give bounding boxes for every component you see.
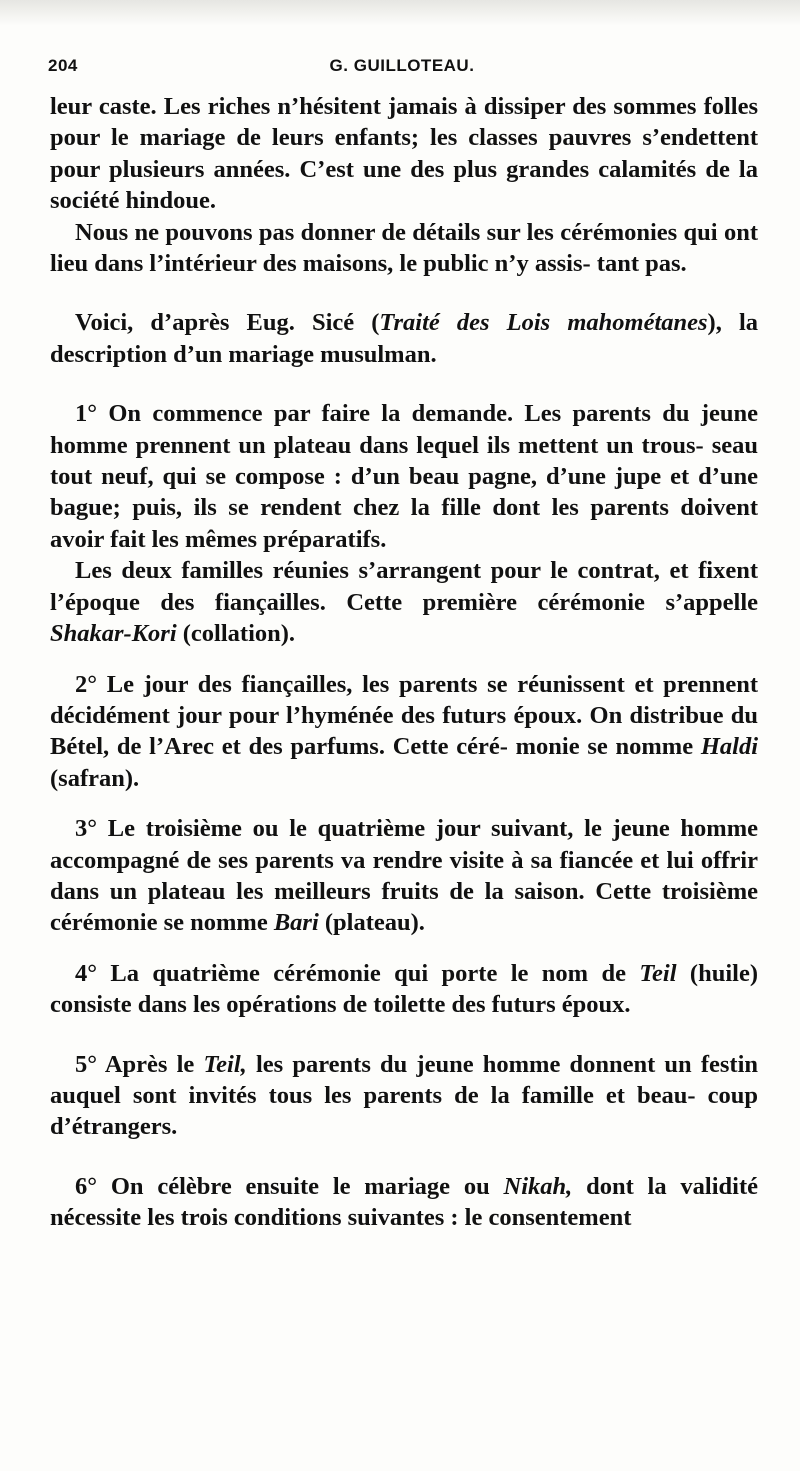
paragraph <box>50 217 758 280</box>
running-title: G. GUILLOTEAU. <box>329 56 475 75</box>
paragraph <box>50 398 758 555</box>
italic-term: Teil <box>639 959 677 987</box>
paragraph <box>50 1171 758 1234</box>
paragraph-text: (plateau). <box>318 909 425 937</box>
paragraph-text: (collation). <box>176 620 296 648</box>
paragraph <box>50 958 758 1021</box>
paragraph-text: (huile) consiste dans les opérations de toilette des futurs époux. <box>50 959 758 1019</box>
paragraph-text: 3° Le troisième ou le quatrième jour suivant, le jeune homme accompagné de ses parents va rendre visite à sa fiancée et lui offrir dans un plateau les meilleurs fruits de la saison. Cette troisième cérémonie se nomme <box>50 815 758 937</box>
page-header <box>48 56 756 82</box>
paragraph-text: Les deux familles réunies s’arrangent pour le contrat, et fixent l’époque des fiançailles. Cette première cérémonie s’appelle <box>50 557 758 616</box>
body-text <box>50 91 758 1234</box>
paragraph-text: Voici, d’après Eug. Sicé ( <box>75 309 380 337</box>
paragraph <box>50 669 758 795</box>
page-number: 204 <box>48 56 78 75</box>
paragraph-text: ), la description d’un mariage musulman. <box>50 309 759 368</box>
italic-term: Nikah, <box>503 1172 573 1200</box>
paragraph-text: Nous ne pouvons pas donner de détails sur les cérémonies qui ont lieu dans l’intérieur des maisons, le public n’y assis- tant pas. <box>50 218 758 278</box>
paragraph-text: 4° La quatrième cérémonie qui porte le nom de <box>75 959 640 987</box>
paragraph-text: leur caste. Les riches n’hésitent jamais à dissiper des sommes folles pour le mariage de leurs enfants; les classes pauvres s’endettent pour plusieurs années. C’est une des plus grandes calamités de la société hindoue. <box>50 93 758 215</box>
italic-term: Shakar-Kori <box>50 620 177 648</box>
italic-term: Haldi <box>700 733 758 761</box>
paragraph-text: 6° On célèbre ensuite le mariage ou <box>75 1172 504 1200</box>
paragraph-text: 1° On commence par faire la demande. Les parents du jeune homme prennent un plateau dans lequel ils mettent un trous- seau tout neuf, qui se compose : d’un beau pagne, d’une jupe et d’une bague; puis, ils se rendent chez la fille dont les parents doivent avoir fait les mêmes préparatifs. <box>50 400 758 553</box>
paragraph <box>50 307 758 370</box>
paragraph <box>50 1049 758 1143</box>
paragraph-text: 5° Après le <box>75 1050 204 1078</box>
page-top-shadow <box>0 0 800 26</box>
italic-term: Bari <box>273 909 319 937</box>
paragraph-text: (safran). <box>50 764 140 792</box>
paragraph <box>50 91 758 217</box>
paragraph <box>50 813 758 939</box>
italic-term: Teil, <box>203 1050 247 1078</box>
paragraph-text: dont la validité nécessite les trois conditions suivantes : le consentement <box>50 1172 758 1232</box>
paragraph <box>50 555 758 649</box>
paragraph-text: 2° Le jour des fiançailles, les parents se réunissent et prennent décidément jour pour l’hyménée des futurs époux. On distribue du Bétel, de l’Arec et des parfums. Cette céré- monie se nomme <box>50 670 758 761</box>
italic-book-title: Traité des Lois mahométanes <box>379 309 708 337</box>
paragraph-text: les parents du jeune homme donnent un festin auquel sont invités tous les parents de la famille et beau- coup d’étrangers. <box>50 1050 758 1141</box>
